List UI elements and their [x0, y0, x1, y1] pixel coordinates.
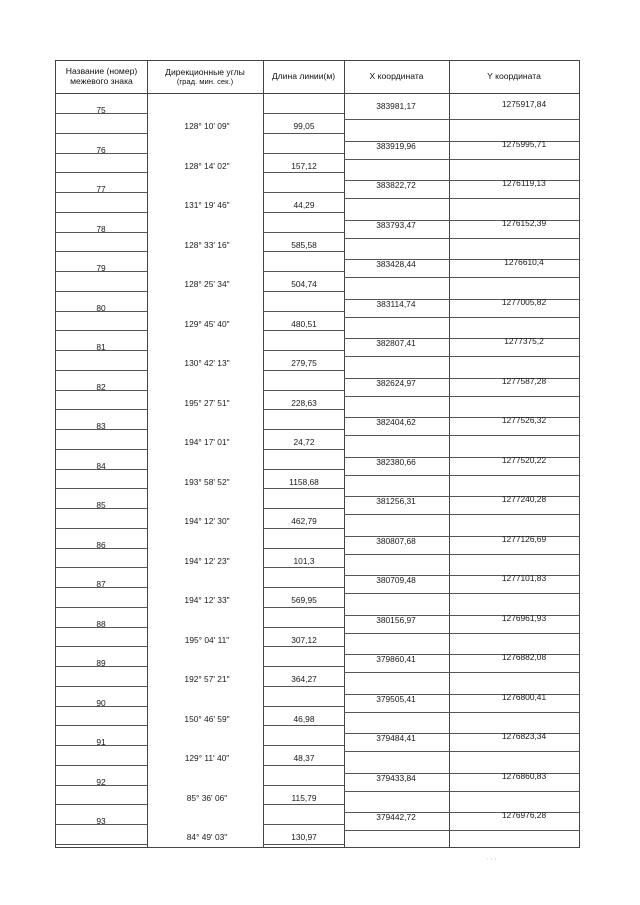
row-divider [263, 133, 344, 134]
point-name: 91 [96, 737, 106, 747]
row-divider [263, 350, 344, 351]
row-divider [56, 370, 147, 371]
line-length: 1158,68 [289, 477, 319, 487]
line-length: 44,29 [293, 200, 315, 210]
row-divider [344, 198, 449, 199]
row-divider [263, 686, 344, 687]
x-coordinate: 380156,97 [376, 615, 416, 625]
x-coordinate: 380807,68 [376, 536, 416, 546]
line-length: 228,63 [291, 398, 317, 408]
x-coordinate: 382807,41 [376, 338, 416, 348]
row-divider [449, 317, 579, 318]
row-divider [344, 712, 449, 713]
y-coordinate: 1276961,93 [501, 613, 547, 623]
row-divider [56, 686, 147, 687]
row-divider [263, 706, 344, 707]
row-divider [56, 172, 147, 173]
line-length: 115,79 [291, 793, 317, 803]
x-coordinate: 382624,97 [376, 378, 416, 388]
row-divider [344, 119, 449, 120]
row-divider [344, 514, 449, 515]
row-divider [263, 548, 344, 549]
y-coordinate: 1277240,28 [501, 494, 547, 504]
y-coordinate: 1277101,83 [501, 573, 547, 583]
line-length: 480,51 [291, 319, 317, 329]
y-coordinate: 1276976,28 [501, 810, 547, 820]
direction-angle: 192° 57' 21" [184, 674, 230, 684]
line-length: 279,75 [291, 358, 317, 368]
direction-angle: 128° 10' 09" [184, 121, 230, 131]
row-divider [56, 330, 147, 331]
point-name: 90 [96, 698, 106, 708]
row-divider [263, 469, 344, 470]
row-divider [449, 554, 579, 555]
x-coordinate: 383114,74 [376, 299, 416, 309]
header-x [344, 61, 449, 93]
row-divider [449, 712, 579, 713]
row-divider [344, 317, 449, 318]
row-divider [263, 587, 344, 588]
y-coordinate: 1276800,41 [501, 692, 547, 702]
y-coordinate: 1275995,71 [501, 139, 547, 149]
row-divider [56, 765, 147, 766]
x-coordinate: 383822,72 [376, 180, 416, 190]
line-length: 364,27 [291, 674, 317, 684]
y-coordinate: 1276152,39 [501, 218, 547, 228]
row-divider [344, 791, 449, 792]
row-divider [263, 172, 344, 173]
row-divider [263, 508, 344, 509]
line-length: 24,72 [293, 437, 315, 447]
row-divider [449, 475, 579, 476]
row-divider [263, 745, 344, 746]
y-coordinate: 1276823,34 [501, 731, 547, 741]
y-coordinate: 1277587,28 [501, 376, 547, 386]
row-divider [263, 804, 344, 805]
row-divider [344, 238, 449, 239]
row-divider [263, 627, 344, 628]
x-coordinate: 379860,41 [376, 654, 416, 664]
row-divider [56, 607, 147, 608]
row-divider [449, 159, 579, 160]
header-name-line2: межевого знака [70, 76, 133, 86]
point-name: 93 [96, 816, 106, 826]
point-name: 82 [96, 382, 106, 392]
y-coordinate: 1275917,84 [501, 99, 547, 109]
boundary-coordinates-table [55, 60, 580, 848]
row-divider [449, 435, 579, 436]
point-name: 78 [96, 224, 106, 234]
point-name: 80 [96, 303, 106, 313]
direction-angle: 128° 33' 16" [184, 240, 230, 250]
direction-angle: 194° 17' 01" [184, 437, 230, 447]
point-name: 77 [96, 184, 106, 194]
header-x-label: X координата [369, 71, 424, 82]
header-angle-line2: (град. мин. сек.) [176, 76, 234, 86]
y-coordinate: 1276610,4 [504, 257, 544, 267]
row-divider [56, 804, 147, 805]
x-coordinate: 383428,44 [376, 259, 416, 269]
header-length [263, 61, 344, 93]
x-coordinate: 379433,84 [376, 773, 416, 783]
row-divider [263, 113, 344, 114]
row-divider [263, 725, 344, 726]
y-coordinate: 1277375,2 [504, 336, 544, 346]
row-divider [344, 672, 449, 673]
y-coordinate: 1276882,08 [501, 652, 547, 662]
point-name: 76 [96, 145, 106, 155]
point-name: 87 [96, 579, 106, 589]
row-divider [263, 291, 344, 292]
header-name-line1: Название (номер) [65, 66, 138, 77]
row-divider [449, 238, 579, 239]
row-divider [449, 751, 579, 752]
direction-angle: 194° 12' 33" [184, 595, 230, 605]
row-divider [56, 528, 147, 529]
row-divider [56, 488, 147, 489]
line-length: 569,95 [291, 595, 317, 605]
row-divider [56, 449, 147, 450]
row-divider [263, 370, 344, 371]
point-name: 92 [96, 777, 106, 787]
x-coordinate: 379484,41 [376, 733, 416, 743]
row-divider [263, 666, 344, 667]
header-length-label: Длина линии(м) [271, 71, 336, 82]
direction-angle: 84° 49' 03" [186, 832, 228, 842]
x-coordinate: 383919,96 [376, 141, 416, 151]
direction-angle: 129° 45' 40" [184, 319, 230, 329]
row-divider [449, 277, 579, 278]
line-length: 130,97 [291, 832, 317, 842]
x-coordinate: 379505,41 [376, 694, 416, 704]
row-divider [263, 765, 344, 766]
point-name: 83 [96, 421, 106, 431]
row-divider [263, 449, 344, 450]
y-coordinate: 1276119,13 [502, 178, 546, 188]
line-length: 504,74 [291, 279, 317, 289]
x-coordinate: 383981,17 [376, 101, 416, 111]
row-divider [263, 567, 344, 568]
row-divider [263, 232, 344, 233]
row-divider [449, 791, 579, 792]
point-name: 88 [96, 619, 106, 629]
row-divider [344, 435, 449, 436]
direction-angle: 193° 58' 52" [184, 477, 230, 487]
row-divider [449, 830, 579, 831]
y-coordinate: 1277126,69 [501, 534, 547, 544]
header-y-label: Y координата [487, 71, 541, 82]
row-divider [263, 824, 344, 825]
y-coordinate: 1276860,83 [501, 771, 547, 781]
line-length: 307,12 [291, 635, 317, 645]
row-divider [344, 830, 449, 831]
row-divider [344, 554, 449, 555]
scan-noise: · · · [486, 856, 497, 863]
direction-angle: 195° 04' 11" [184, 635, 230, 645]
row-divider [263, 528, 344, 529]
row-divider [56, 646, 147, 647]
row-divider [344, 277, 449, 278]
row-divider [263, 271, 344, 272]
row-divider [263, 311, 344, 312]
row-divider [263, 390, 344, 391]
row-divider [263, 844, 344, 845]
point-name: 86 [96, 540, 106, 550]
line-length: 99,05 [293, 121, 315, 131]
row-divider [56, 409, 147, 410]
table-body [56, 93, 579, 849]
row-divider [56, 251, 147, 252]
row-divider [263, 429, 344, 430]
header-angle [147, 61, 263, 93]
header-name [56, 61, 147, 93]
point-name: 75 [96, 105, 106, 115]
direction-angle: 194° 12' 30" [184, 516, 230, 526]
row-divider [263, 607, 344, 608]
y-coordinate: 1277520,22 [501, 455, 547, 465]
line-length: 462,79 [291, 516, 317, 526]
row-divider [56, 133, 147, 134]
row-divider [344, 751, 449, 752]
y-coordinate: 1277526,32 [501, 415, 547, 425]
direction-angle: 131° 19' 46" [184, 200, 230, 210]
row-divider [344, 475, 449, 476]
direction-angle: 195° 27' 51" [184, 398, 230, 408]
row-divider [263, 251, 344, 252]
row-divider [449, 514, 579, 515]
y-coordinate: 1277005,82 [501, 297, 547, 307]
row-divider [344, 159, 449, 160]
point-name: 79 [96, 263, 106, 273]
row-divider [344, 633, 449, 634]
point-name: 81 [96, 342, 106, 352]
point-name: 85 [96, 500, 106, 510]
direction-angle: 130° 42' 13" [184, 358, 230, 368]
row-divider [56, 567, 147, 568]
row-divider [344, 396, 449, 397]
row-divider [56, 291, 147, 292]
header-angle-line1: Дирекционные углы [165, 66, 245, 77]
direction-angle: 150° 46' 59" [184, 714, 230, 724]
row-divider [449, 198, 579, 199]
row-divider [263, 785, 344, 786]
x-coordinate: 382380,66 [376, 457, 416, 467]
direction-angle: 85° 36' 06" [186, 793, 228, 803]
row-divider [263, 488, 344, 489]
row-divider [449, 672, 579, 673]
row-divider [449, 356, 579, 357]
line-length: 48,37 [293, 753, 315, 763]
point-name: 89 [96, 658, 106, 668]
row-divider [56, 844, 147, 845]
table-header [56, 61, 579, 94]
row-divider [263, 212, 344, 213]
row-divider [263, 192, 344, 193]
row-divider [263, 330, 344, 331]
row-divider [449, 593, 579, 594]
row-divider [263, 409, 344, 410]
point-name: 84 [96, 461, 106, 471]
x-coordinate: 379442,72 [376, 812, 416, 822]
row-divider [263, 646, 344, 647]
line-length: 101,3 [293, 556, 315, 566]
direction-angle: 129° 11' 40" [184, 753, 230, 763]
x-coordinate: 383793,47 [376, 220, 416, 230]
line-length: 585,58 [291, 240, 317, 250]
row-divider [56, 725, 147, 726]
row-divider [344, 356, 449, 357]
row-divider [449, 119, 579, 120]
row-divider [56, 212, 147, 213]
line-length: 157,12 [291, 161, 317, 171]
header-y [449, 61, 579, 93]
direction-angle: 194° 12' 23" [184, 556, 230, 566]
direction-angle: 128° 25' 34" [184, 279, 230, 289]
row-divider [344, 593, 449, 594]
x-coordinate: 380709,48 [376, 575, 416, 585]
x-coordinate: 382404,62 [376, 417, 416, 427]
row-divider [449, 396, 579, 397]
row-divider [263, 153, 344, 154]
line-length: 46,98 [293, 714, 315, 724]
x-coordinate: 381256,31 [376, 496, 416, 506]
row-divider [449, 633, 579, 634]
direction-angle: 128° 14' 02" [184, 161, 230, 171]
